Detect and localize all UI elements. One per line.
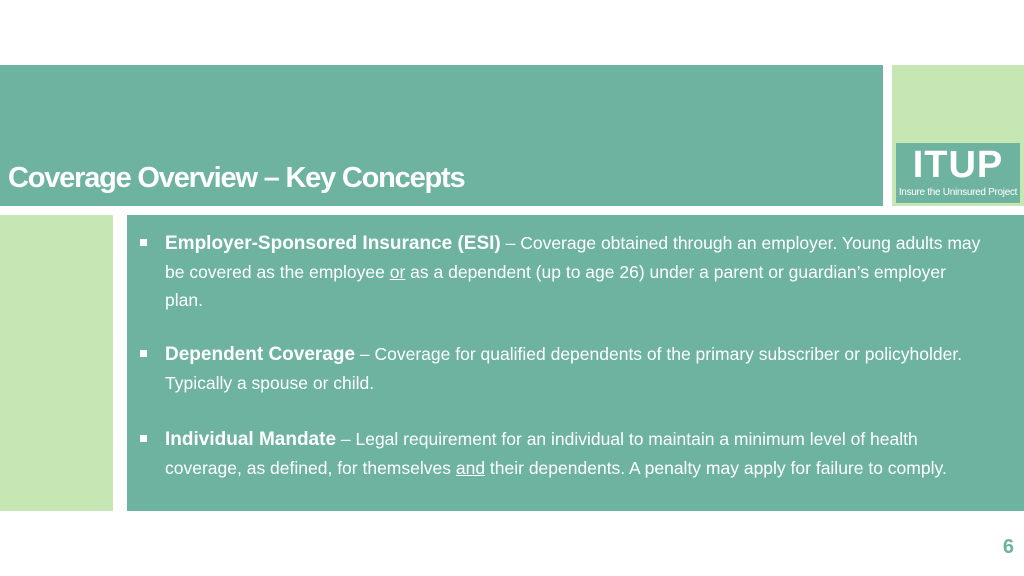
definition-text: – Coverage for qualified dependents of the primary subscriber or policyholder. Typically a spouse or child. <box>165 344 963 393</box>
logo-main-text: ITUP <box>912 144 1004 186</box>
list-item-esi <box>165 229 985 314</box>
square-bullet-icon <box>140 435 147 442</box>
list-item-dependent-coverage <box>165 340 985 397</box>
square-bullet-icon <box>140 350 147 357</box>
logo-sub-text: Insure the Uninsured Project <box>898 187 1018 198</box>
definition-text: their dependents. A penalty may apply for failure to comply. <box>485 458 947 478</box>
term-label: Employer-Sponsored Insurance (ESI) <box>165 233 501 254</box>
definition-text: – Coverage obtained through an employer. Young adults may be covered as the employee <box>165 233 981 282</box>
term-label: Dependent Coverage <box>165 344 356 365</box>
slide-title: Coverage Overview – Key Concepts <box>8 162 465 194</box>
term-label: Individual Mandate <box>165 429 337 450</box>
square-bullet-icon <box>140 239 147 246</box>
page-number: 6 <box>1002 536 1014 558</box>
list-item-individual-mandate <box>165 425 985 482</box>
emphasis-text: or <box>389 262 406 282</box>
emphasis-text: and <box>455 458 486 478</box>
definition-text: – Legal requirement for an individual to maintain a minimum level of health coverage, as defined, for themselves <box>165 429 918 478</box>
itup-logo <box>896 143 1020 203</box>
definition-text: as a dependent (up to age 26) under a parent or guardian’s employer plan. <box>165 262 946 310</box>
side-accent-strip <box>0 215 113 511</box>
logo-panel <box>892 65 1024 206</box>
content-panel <box>127 215 1024 511</box>
